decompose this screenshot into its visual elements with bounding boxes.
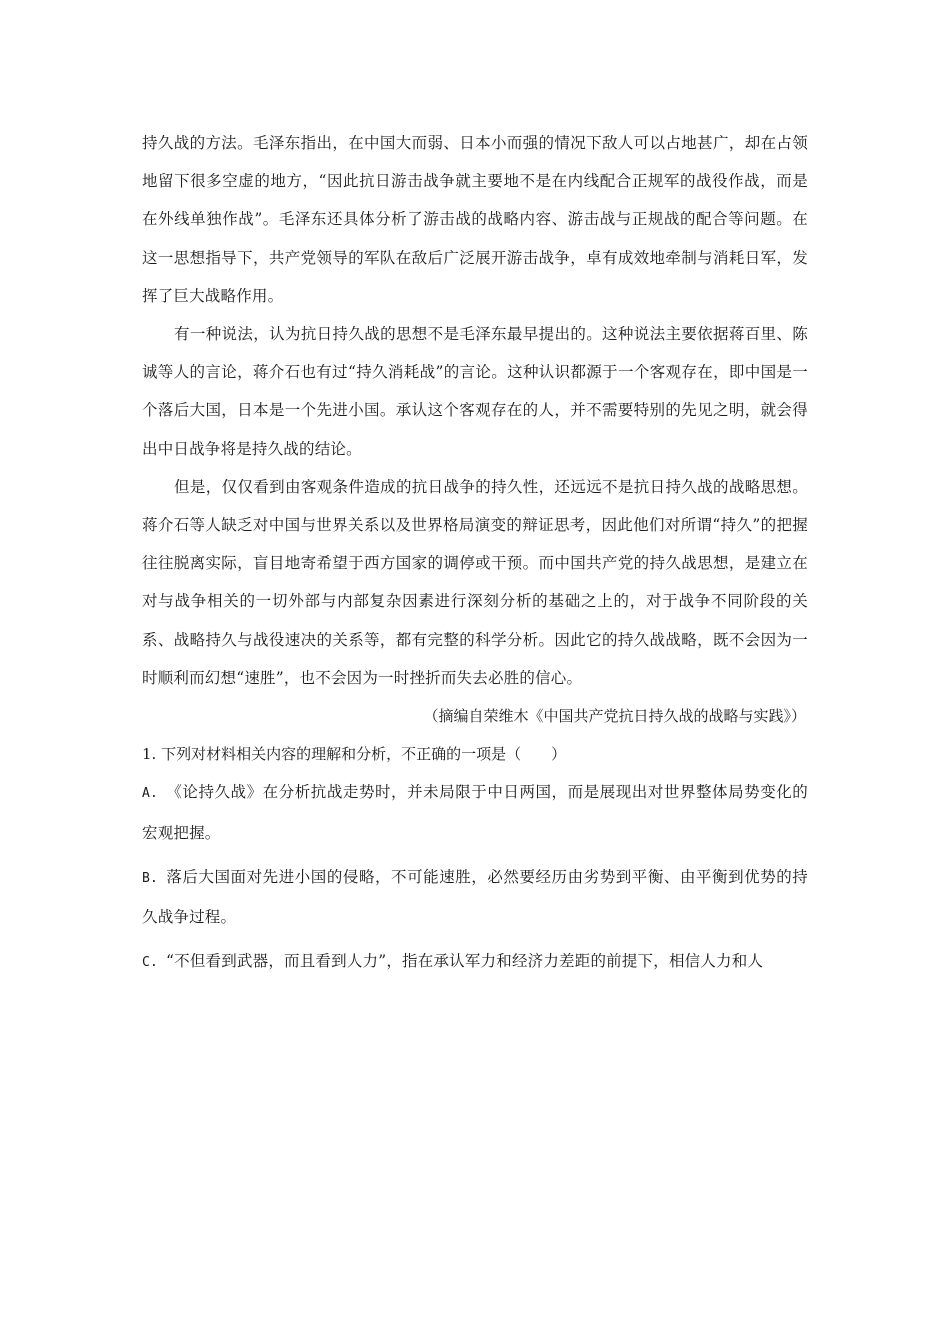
option-a-text: 《论持久战》在分析抗战走势时，并未局限于中日两国，而是展现出对世界整体局势变化的宏观把握。: [142, 783, 808, 842]
option-b: [142, 858, 808, 936]
question-block: [142, 735, 808, 982]
body-paragraph-1: 持久战的方法。毛泽东指出，在中国大而弱、日本小而强的情况下敌人可以占地甚广，却在占领地留下很多空虚的地方，“因此抗日游击战争就主要地不是在内线配合正规军的战役作战，而是在外线单独作战”。毛泽东还具体分析了游击战的战略内容、游击战与正规战的配合等问题。在这一思想指导下，共产党领导的军队在敌后广泛展开游击战争，卓有成效地牵制与消耗日军，发挥了巨大战略作用。: [142, 134, 808, 305]
option-b-letter: B.: [142, 870, 159, 886]
option-b-text: 落后大国面对先进小国的侵略，不可能速胜，必然要经历由劣势到平衡、由平衡到优势的持久战争过程。: [142, 867, 808, 927]
body-paragraph-3: 但是，仅仅看到由客观条件造成的抗日战争的持久性，还远远不是抗日持久战的战略思想。蒋介石等人缺乏对中国与世界关系以及世界格局演变的辩证思考，因此他们对所谓“持久”的把握往往脱离实际，盲目地寄希望于西方国家的调停或干预。而中国共产党的持久战思想，是建立在对与战争相关的一切外部与内部复杂因素进行深刻分析的基础之上的，对于战争不同阶段的关系、战略持久与战役速决的关系等，都有完整的科学分析。因此它的持久战战略，既不会因为一时顺利而幻想“速胜”，也不会因为一时挫折而失去必胜的信心。: [142, 477, 808, 687]
option-a-letter: A.: [142, 786, 159, 802]
document-page: [142, 124, 808, 982]
body-paragraph-2: 有一种说法，认为抗日持久战的思想不是毛泽东最早提出的。这种说法主要依据蒋百里、陈诚等人的言论，蒋介石也有过“持久消耗战”的言论。这种认识都源于一个客观存在，即中国是一个落后大国，日本是一个先进小国。承认这个客观存在的人，并不需要特别的先见之明，就会得出中日战争将是持久战的结论。: [142, 325, 808, 458]
option-c-text: “不但看到武器，而且看到人力”，指在承认军力和经济力差距的前提下，相信人力和人: [166, 952, 764, 971]
option-c: [142, 942, 808, 982]
source-citation: （摘编自荣维木《中国共产党抗日持久战的战略与实践》）: [423, 707, 806, 726]
option-c-letter: C.: [142, 955, 159, 971]
option-a: [142, 773, 808, 851]
question-stem: 1. 下列对材料相关内容的理解和分析，不正确的一项是（ ）: [142, 745, 567, 764]
